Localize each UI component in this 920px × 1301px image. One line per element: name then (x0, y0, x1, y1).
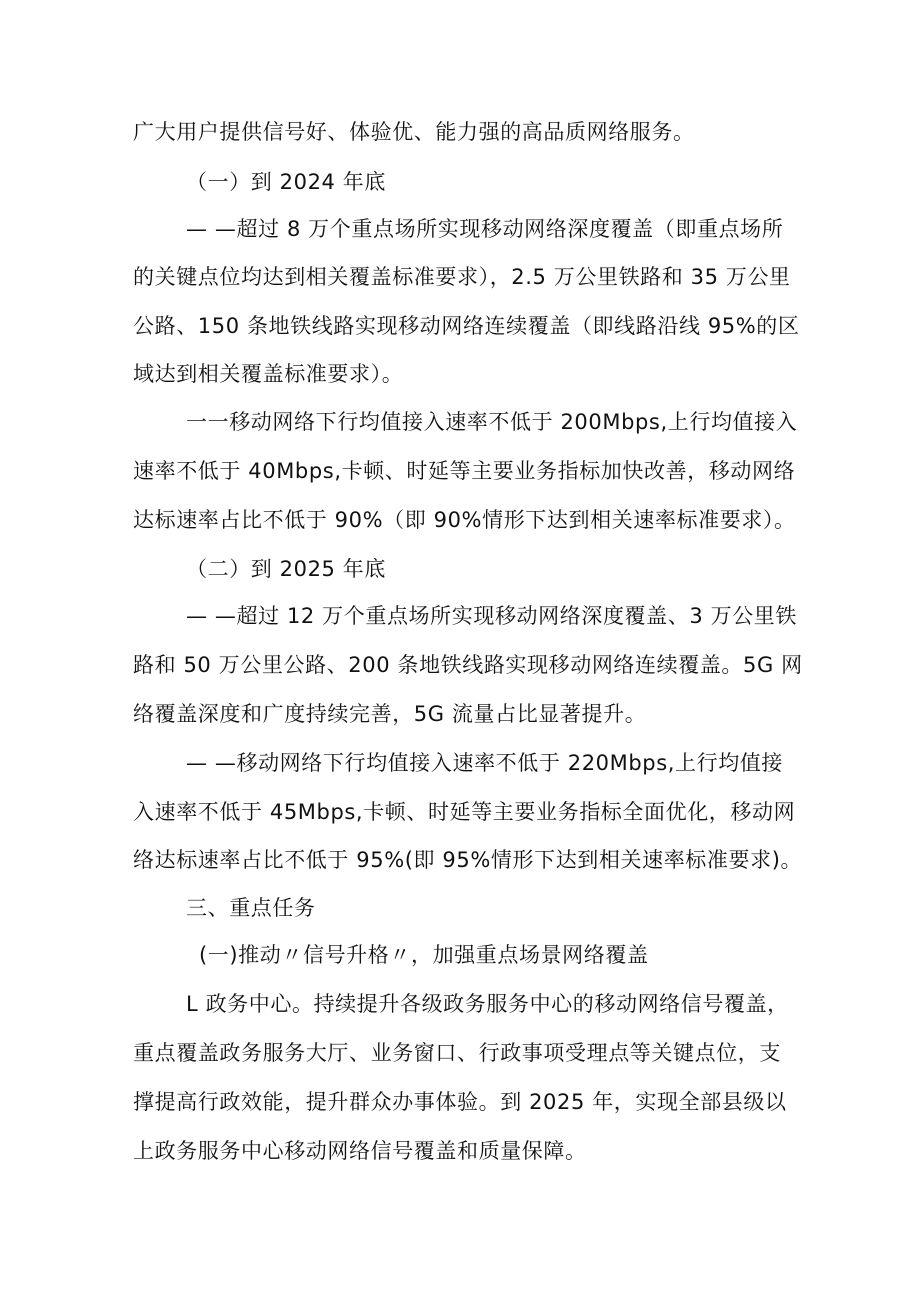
paragraph-line-19: L 政务中心。持续提升各级政务服务中心的移动网络信号覆盖， (186, 992, 789, 1016)
paragraph-line-1: 广大用户提供信号好、体验优、能力强的高品质网络服务。 (133, 120, 695, 144)
paragraph-line-6: 域达到相关覆盖标准要求）。 (133, 362, 404, 386)
paragraph-line-12: 路和 50 万公里公路、200 条地铁线路实现移动网络连续覆盖。5G 网 (133, 653, 803, 677)
paragraph-line-16: 络达标速率占比不低于 95%(即 95%情形下达到相关速率标准要求)。 (133, 848, 803, 872)
section-heading-key-tasks: 三、重点任务 (186, 896, 316, 920)
section-heading-2024: （一）到 2024 年底 (186, 170, 386, 194)
paragraph-line-20: 重点覆盖政务服务大厅、业务窗口、行政事项受理点等关键点位，支 (133, 1041, 781, 1065)
paragraph-line-9: 达标速率占比不低于 90%（即 90%情形下达到相关速率标准要求）。 (133, 508, 796, 532)
paragraph-line-13: 络覆盖深度和广度持续完善，5G 流量占比显著提升。 (133, 702, 647, 726)
paragraph-line-15: 入速率不低于 45Mbps,卡顿、时延等主要业务指标全面优化，移动网 (133, 800, 796, 824)
subsection-heading-signal-upgrade: (一)推动〃信号升格〃，加强重点场景网络覆盖 (199, 943, 649, 967)
paragraph-line-8: 速率不低于 40Mbps,卡顿、时延等主要业务指标加快改善，移动网络 (133, 459, 796, 483)
paragraph-line-22: 上政务服务中心移动网络信号覆盖和质量保障。 (133, 1139, 587, 1163)
paragraph-line-7: 一一移动网络下行均值接入速率不低于 200Mbps,上行均值接入 (186, 410, 798, 434)
paragraph-line-11: — —超过 12 万个重点场所实现移动网络深度覆盖、3 万公里铁 (186, 604, 797, 628)
paragraph-line-4: 的关键点位均达到相关覆盖标准要求），2.5 万公里铁路和 35 万公里 (133, 265, 791, 289)
section-heading-2025: （二）到 2025 年底 (186, 557, 386, 581)
paragraph-line-14: — —移动网络下行均值接入速率不低于 220Mbps,上行均值接 (186, 751, 784, 775)
paragraph-line-21: 撑提高行政效能，提升群众办事体验。到 2025 年，实现全部县级以 (133, 1090, 787, 1114)
paragraph-line-3: — —超过 8 万个重点场所实现移动网络深度覆盖（即重点场所 (186, 217, 784, 241)
paragraph-line-5: 公路、150 条地铁线路实现移动网络连续覆盖（即线路沿线 95%的区 (133, 314, 800, 338)
